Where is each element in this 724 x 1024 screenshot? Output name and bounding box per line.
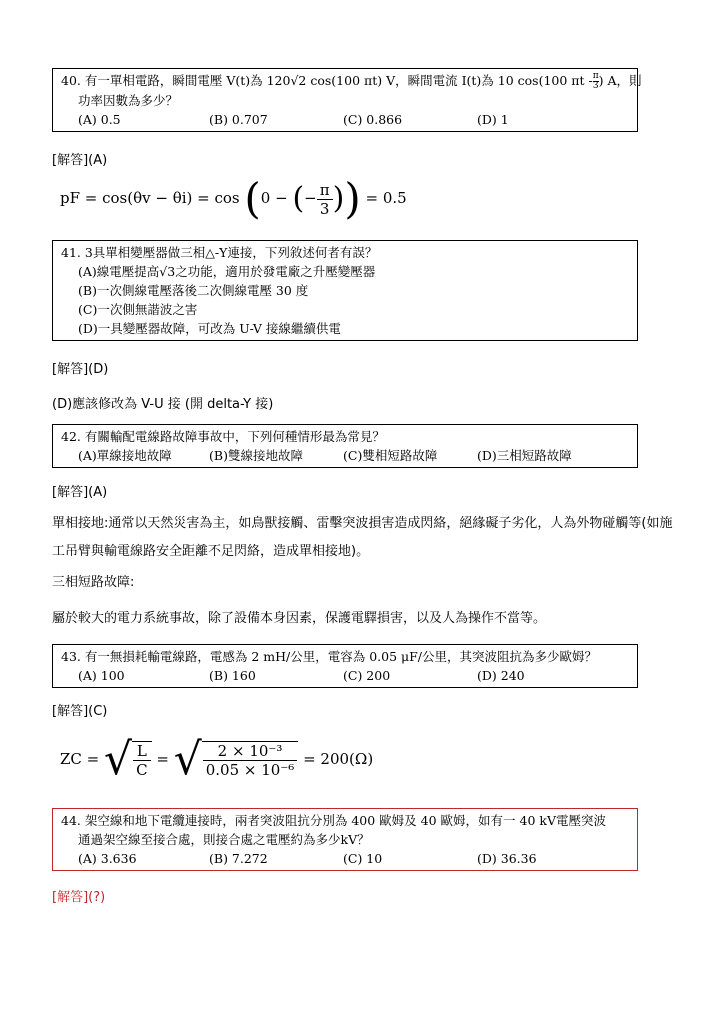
q44-option-c: (C) 10 [343,851,383,866]
q41-option-d: (D)一具變壓器故障，可改為 U-V 接線繼續供電 [78,321,341,336]
question-40-line1 [61,71,642,91]
question-42-box [52,424,638,468]
q42-option-d: (D)三相短路故障 [477,448,572,463]
question-41-box [52,240,638,341]
q44-line2: 通過架空線至接合處，則接合處之電壓約為多少kV？ [78,832,370,847]
eq43-C: C [133,760,150,779]
q43-option-b: (B) 160 [209,668,256,683]
q41-option-a: (A)線電壓提高√3之功能，適用於發電廠之升壓變壓器 [78,264,376,279]
question-40-options [61,110,629,129]
eq40-frac-den: 3 [317,199,333,218]
answer-41-note: (D)應該修改為 V-U 接 (開 delta-Y 接) [52,397,274,412]
q40-option-d: (D) 1 [477,112,509,127]
answer-42: [解答](A) [52,485,108,500]
eq40-frac-num: π [319,180,330,199]
question-40-line2: 功率因數為多少？ [78,93,179,108]
q41-line1: 41. 3具單相變壓器做三相△-Y連接，下列敘述何者有誤？ [61,245,378,260]
answer-43: [解答](C) [52,704,108,719]
q44-line1: 44. 架空線和地下電纜連接時，兩者突波阻抗分別為 400 歐姆及 40 歐姆，如有一 40 kV電壓突波 [61,813,606,828]
answer-42-para2: 三相短路故障: [52,575,135,590]
eq40-fraction [317,181,333,218]
q43-option-d: (D) 240 [477,668,525,683]
answer-42-para1: 單相接地:通常以天然災害為主，如鳥獸接觸、雷擊突波損害造成閃絡，絕緣礙子劣化，人為外物碰觸等(如施工吊臂與輸電線路安全距離不足閃絡，造成單相接地)。 [52,516,673,559]
eq43-sqrt1: √ [104,734,133,785]
q44-option-d: (D) 36.36 [477,851,537,866]
q40-text-end: ) A，則 [598,73,642,88]
answer-40: [解答](A) [52,153,108,168]
question-43-box [52,644,638,688]
equation-43 [60,734,374,785]
q42-option-a: (A)單線接地故障 [78,448,172,463]
q43-options [61,666,629,685]
q44-option-b: (B) 7.272 [209,851,268,866]
eq43-sqrt2: √ [173,734,202,785]
eq43-num: 2 × 10⁻³ [217,742,283,760]
q42-line1: 42. 有關輸配電線路故障事故中，下列何種情形最為常見？ [61,429,385,444]
eq43-lc-fraction [132,741,151,779]
eq40-rhs: = 0.5 [365,189,407,207]
eq43-den: 0.05 × 10⁻⁶ [203,760,298,779]
q44-options [61,849,629,868]
q40-frac-num: π [592,71,599,81]
q42-option-c: (C)雙相短路故障 [343,448,438,463]
q40-option-c: (C) 0.866 [343,112,403,127]
answer-42-para3: 屬於較大的電力系統事故，除了設備本身因素，保護電驛損害，以及人為操作不當等。 [52,611,547,626]
q42-options [61,446,629,465]
q40-option-a: (A) 0.5 [78,112,121,127]
q44-option-a: (A) 3.636 [78,851,137,866]
q41-option-b: (B)一次側線電壓落後二次側線電壓 30 度 [78,283,309,298]
q43-line1: 43. 有一無損耗輸電線路，電感為 2 mH/公里，電容為 0.05 μF/公里，其突波阻抗為多少歐姆？ [61,649,598,664]
eq43-rhs: = 200(Ω) [303,750,374,768]
answer-44: [解答](?) [52,890,106,905]
question-44-box [52,808,638,871]
q43-option-c: (C) 200 [343,668,391,683]
question-40-box [52,68,642,132]
q40-option-b: (B) 0.707 [209,112,268,127]
q42-option-b: (B)雙線接地故障 [209,448,303,463]
q43-option-a: (A) 100 [78,668,125,683]
q40-text: 40. 有一單相電路，瞬間電壓 V(t)為 120√2 cos(100 πt) V，瞬間電流 I(t)為 10 cos(100 πt - [61,73,593,88]
eq40-paren-inner-close: ) [332,181,345,216]
answer-41: [解答](D) [52,362,109,377]
equation-40 [60,174,407,223]
eq43-zc: ZC = [60,750,100,768]
eq43-equals: = [156,750,169,768]
q41-option-c: (C)一次側無諧波之害 [78,302,198,317]
q40-frac-den: 3 [592,81,599,91]
eq43-L: L [136,742,147,760]
eq40-inner: 0 − (− [260,181,317,216]
eq40-paren-open: ( [244,174,261,223]
eq40-paren-close: ) [344,174,361,223]
eq40-lhs: pF = cos(θv − θi) = cos [60,189,240,207]
eq43-value-fraction [202,741,299,779]
